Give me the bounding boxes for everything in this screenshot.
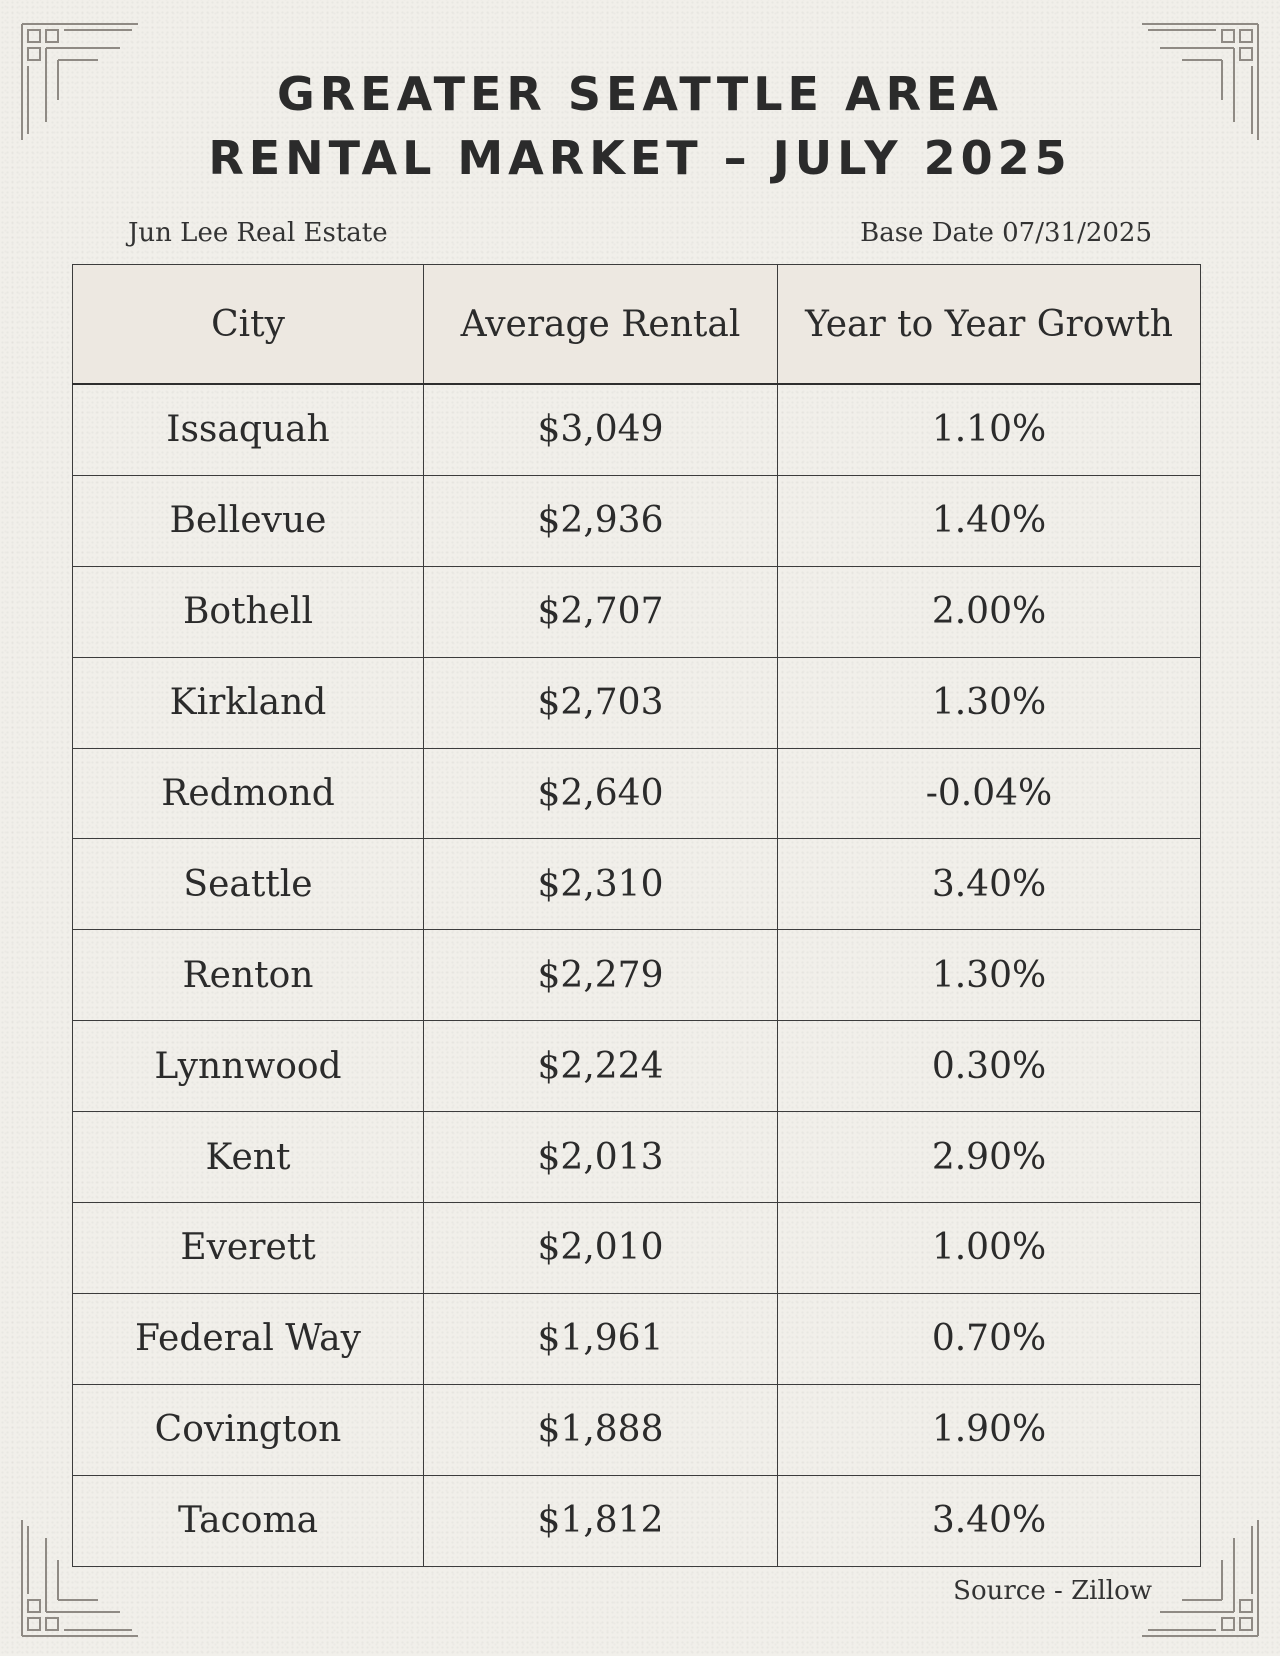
header-average-rental: Average Rental: [424, 265, 778, 385]
cell-city: Covington: [73, 1384, 424, 1475]
page-title: [0, 62, 1280, 190]
table-row: [73, 930, 1201, 1021]
cell-growth: 3.40%: [778, 839, 1201, 930]
table-row: [73, 1475, 1201, 1566]
cell-average-rental: $2,010: [424, 1203, 778, 1294]
cell-average-rental: $2,936: [424, 475, 778, 566]
table-row: [73, 1112, 1201, 1203]
table-row: [73, 839, 1201, 930]
table-row: [73, 1021, 1201, 1112]
cell-city: Tacoma: [73, 1475, 424, 1566]
cell-average-rental: $2,640: [424, 748, 778, 839]
cell-growth: 0.30%: [778, 1021, 1201, 1112]
cell-growth: 1.00%: [778, 1203, 1201, 1294]
header-city: City: [73, 265, 424, 385]
header-row: [73, 265, 1201, 385]
rental-table: [72, 264, 1201, 1567]
cell-growth: 3.40%: [778, 1475, 1201, 1566]
header-growth: Year to Year Growth: [778, 265, 1201, 385]
table-row: [73, 475, 1201, 566]
cell-average-rental: $2,013: [424, 1112, 778, 1203]
cell-growth: 1.30%: [778, 657, 1201, 748]
source-note: Source - Zillow: [953, 1576, 1152, 1606]
cell-city: Seattle: [73, 839, 424, 930]
cell-city: Issaquah: [73, 384, 424, 475]
cell-average-rental: $3,049: [424, 384, 778, 475]
table-row: [73, 657, 1201, 748]
cell-average-rental: $2,310: [424, 839, 778, 930]
company-name: Jun Lee Real Estate: [128, 218, 388, 248]
cell-city: Bellevue: [73, 475, 424, 566]
table-row: [73, 566, 1201, 657]
cell-growth: 1.90%: [778, 1384, 1201, 1475]
cell-average-rental: $2,703: [424, 657, 778, 748]
table-row: [73, 748, 1201, 839]
table-row: [73, 1384, 1201, 1475]
title-line-1: GREATER SEATTLE AREA: [276, 67, 1004, 121]
cell-city: Bothell: [73, 566, 424, 657]
cell-city: Kirkland: [73, 657, 424, 748]
base-date: Base Date 07/31/2025: [860, 218, 1152, 248]
cell-city: Renton: [73, 930, 424, 1021]
cell-city: Everett: [73, 1203, 424, 1294]
cell-average-rental: $1,812: [424, 1475, 778, 1566]
cell-city: Kent: [73, 1112, 424, 1203]
cell-growth: 1.10%: [778, 384, 1201, 475]
table-header: [73, 265, 1201, 385]
cell-growth: 0.70%: [778, 1293, 1201, 1384]
cell-average-rental: $1,888: [424, 1384, 778, 1475]
cell-growth: 2.00%: [778, 566, 1201, 657]
cell-city: Redmond: [73, 748, 424, 839]
title-line-2: RENTAL MARKET – JULY 2025: [208, 131, 1072, 185]
cell-growth: 1.40%: [778, 475, 1201, 566]
table-row: [73, 384, 1201, 475]
table-row: [73, 1203, 1201, 1294]
cell-average-rental: $2,224: [424, 1021, 778, 1112]
cell-city: Lynnwood: [73, 1021, 424, 1112]
table-row: [73, 1293, 1201, 1384]
cell-growth: 1.30%: [778, 930, 1201, 1021]
table-body: [73, 384, 1201, 1566]
cell-growth: 2.90%: [778, 1112, 1201, 1203]
cell-average-rental: $2,707: [424, 566, 778, 657]
cell-growth: -0.04%: [778, 748, 1201, 839]
cell-average-rental: $1,961: [424, 1293, 778, 1384]
cell-average-rental: $2,279: [424, 930, 778, 1021]
cell-city: Federal Way: [73, 1293, 424, 1384]
